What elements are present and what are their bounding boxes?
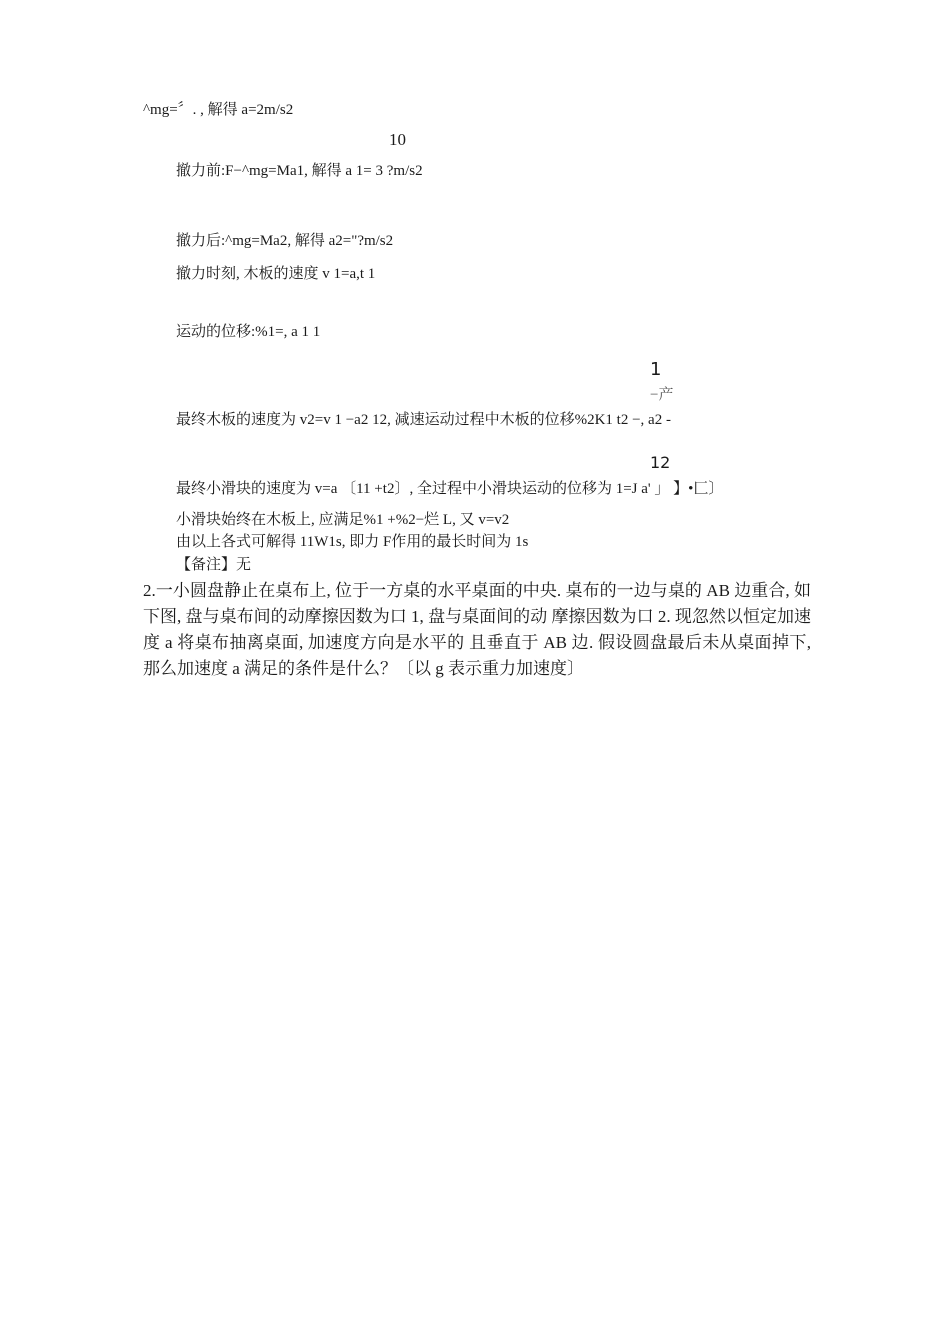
fraction-numerator-2: 12	[650, 453, 671, 472]
equation-line-displacement: 运动的位移:%1=, a 1 1	[176, 324, 321, 340]
equation-line-1: ^mg=〞. , 解得 a=2m/s2	[143, 102, 294, 118]
equation-line-result: 由以上各式可解得 11W1s, 即力 F作用的最长时间为 1s	[176, 534, 529, 550]
equation-line-final-block-velocity: 最终小滑块的速度为 v=a 〔11 +t2〕, 全过程中小滑块运动的位移为 1=J a' 」 】•匚〕	[176, 481, 724, 497]
page-number: 10	[389, 130, 406, 149]
equation-line-condition: 小滑块始终在木板上, 应满足%1 +%2−烂 L, 又 v=v2	[176, 512, 510, 528]
note-line: 【备注】无	[176, 557, 252, 573]
fraction-numerator: 1	[650, 359, 662, 380]
equation-line-after-removal: 撤力后:^mg=Ma2, 解得 a2="?m/s2	[176, 233, 394, 249]
equation-line-final-board-velocity: 最终木板的速度为 v2=v 1 −a2 12, 减速运动过程中木板的位移%2K1 t2 −, a2 -	[176, 412, 671, 428]
question-2-paragraph: 2.一小圆盘静止在桌布上, 位于一方桌的水平桌面的中央. 桌布的一边与桌的 AB 边重合, 如下图, 盘与桌布间的动摩擦因数为口 1, 盘与桌面间的动 摩擦因数为口 2. 现忽然以恒定加速度 a 将桌布抽离桌面, 加速度方向是水平的 且垂直于 AB 边. 假设圆盘最后未从桌面掉下, 那么加速度 a 满足的条件是什么？〔以 g 表示重力加速度〕	[143, 581, 811, 678]
equation-line-velocity: 撤力时刻, 木板的速度 v 1=a,t 1	[176, 266, 376, 282]
equation-line-before-removal: 撤力前:F−^mg=Ma1, 解得 a 1= 3 ?m/s2	[176, 163, 423, 179]
fraction-bar: −产	[650, 387, 674, 403]
